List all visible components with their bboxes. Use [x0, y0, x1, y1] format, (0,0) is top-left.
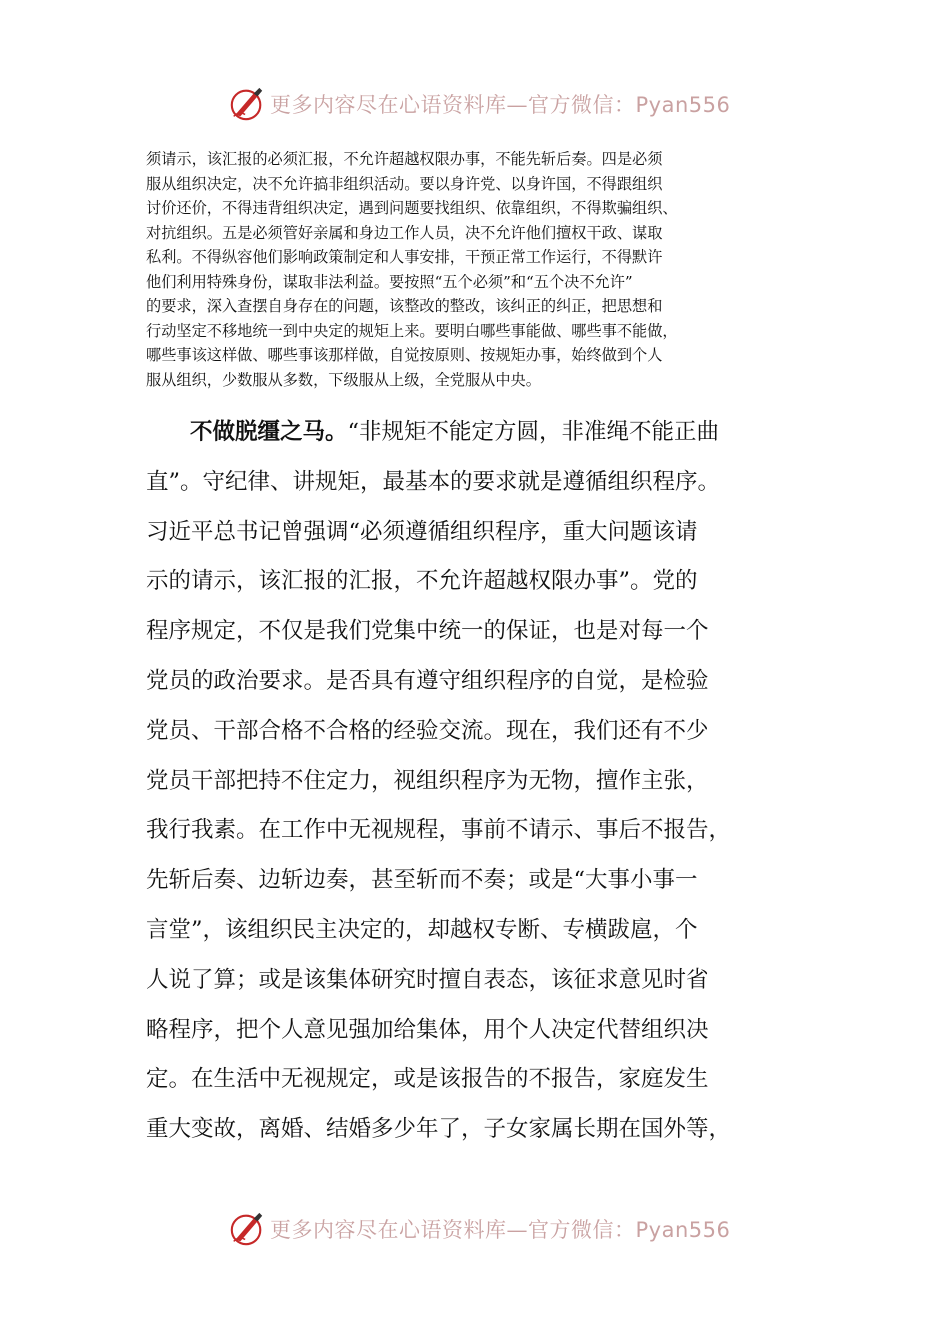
text-line: 对抗组织。五是必须管好亲属和身边工作人员，决不允许他们擅权干政、谋取 [146, 223, 663, 242]
pen-logo-icon [228, 85, 266, 123]
footer-watermark [228, 1209, 748, 1249]
text-line: 讨价还价，不得违背组织决定，遇到问题要找组织、依靠组织，不得欺骗组织、 [146, 199, 678, 217]
text-line: 党员的政治要求。是否具有遵守组织程序的自觉，是检验 [146, 667, 709, 694]
text-line: 先斩后奏、边斩边奏，甚至斩而不奏；或是“大事小事一 [146, 867, 698, 894]
text-line: 私利。不得纵容他们影响政策制定和人事安排，干预正常工作运行，不得默许 [146, 248, 663, 266]
text-line: 程序规定，不仅是我们党集中统一的保证，也是对每一个 [146, 618, 709, 645]
text-line: 服从组织决定，决不允许搞非组织活动。要以身许党、以身许国，不得跟组织 [146, 174, 663, 193]
text-line: 党员、干部合格不合格的经验交流。现在，我们还有不少 [146, 717, 709, 744]
text-line: 须请示，该汇报的必须汇报，不允许超越权限办事，不能先斩后奏。四是必须 [146, 150, 663, 168]
small-paragraph [146, 147, 812, 392]
text-line: 服从组织，少数服从多数，下级服从上级，全党服从中央。 [146, 370, 541, 389]
text-line: 他们利用特殊身份，谋取非法利益。要按照“五个必须”和“五个决不允许” [146, 272, 633, 291]
text-line: 略程序，把个人意见强加给集体，用个人决定代替组织决 [146, 1016, 709, 1043]
watermark-text [270, 89, 730, 119]
text-line: 直”。守纪律、讲规矩，最基本的要求就是遵循组织程序。 [146, 468, 721, 495]
text-line: 示的请示，该汇报的汇报，不允许超越权限办事”。党的 [146, 568, 698, 595]
text-line: 定。在生活中无视规定，或是该报告的不报告，家庭发生 [146, 1066, 709, 1093]
text-line: 的要求，深入查摆自身存在的问题，该整改的整改，该纠正的纠正，把思想和 [146, 297, 663, 315]
watermark-text [270, 1214, 730, 1244]
section-lead-heading: 不做脱缰之马。 [190, 419, 348, 445]
pen-logo-icon [228, 1210, 266, 1248]
wechat-id: Pyan556 [635, 1218, 731, 1242]
text-line: 党员干部把持不住定力，视组织程序为无物，擅作主张， [146, 767, 709, 794]
text-line: 重大变故，离婚、结婚多少年了，子女家属长期在国外等， [146, 1116, 732, 1143]
text-line: 习近平总书记曾强调“必须遵循组织程序，重大问题该请 [146, 518, 698, 545]
text-line: 哪些事该这样做、哪些事该那样做，自觉按原则、按规矩办事，始终做到个人 [146, 346, 663, 364]
text-line: 行动坚定不移地统一到中央定的规矩上来。要明白哪些事能做、哪些事不能做， [146, 321, 678, 340]
watermark-label: 更多内容尽在心语资料库—官方微信： [270, 1218, 636, 1242]
text-line: 我行我素。在工作中无视规程，事前不请示、事后不报告， [146, 817, 732, 844]
text-line: 人说了算；或是该集体研究时擅自表态，该征求意见时省 [146, 966, 709, 993]
header-watermark [228, 84, 748, 124]
text-line-first [146, 408, 810, 458]
text-line: 言堂”，该组织民主决定的，却越权专断、专横跋扈，个 [146, 916, 698, 943]
text-segment: “非规矩不能定方圆，非准绳不能正曲 [347, 419, 720, 445]
wechat-id: Pyan556 [635, 93, 731, 117]
watermark-label: 更多内容尽在心语资料库—官方微信： [270, 93, 636, 117]
main-paragraph [146, 408, 810, 1155]
